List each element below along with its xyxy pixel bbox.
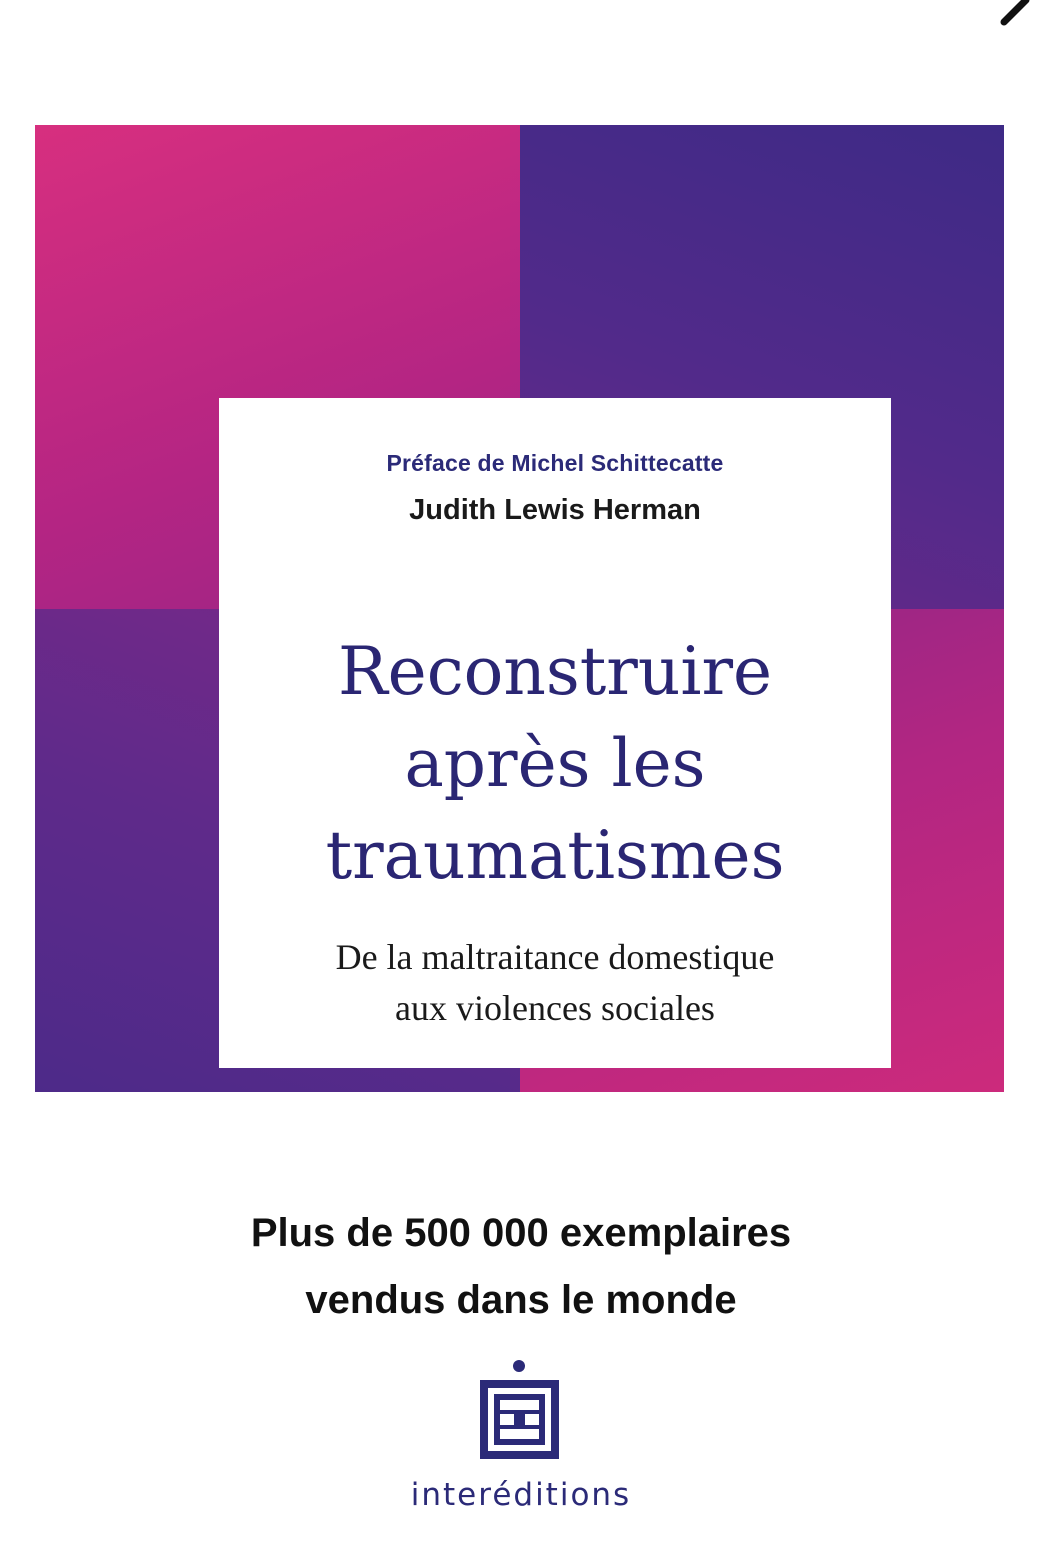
intereditions-logo-icon: [477, 1358, 562, 1463]
cover-artwork: [35, 125, 1004, 1092]
preface-credit: Préface de Michel Schittecatte: [386, 450, 724, 476]
title-line: Reconstruire: [337, 633, 773, 710]
sales-tagline: [0, 1200, 1042, 1334]
title-panel: [219, 398, 891, 1068]
title-line: après les: [404, 725, 706, 802]
arrow-icon: [992, 0, 1042, 30]
tagline-line: Plus de 500 000 exemplaires: [250, 1211, 792, 1255]
book-title: [219, 626, 891, 902]
subtitle-line: aux violences sociales: [395, 988, 715, 1028]
subtitle-line: De la maltraitance domestique: [335, 937, 775, 977]
book-subtitle: [219, 932, 891, 1034]
author-name: Judith Lewis Herman: [409, 494, 701, 526]
publisher-name: interéditions: [410, 1477, 632, 1513]
tagline-line: vendus dans le monde: [305, 1278, 737, 1322]
title-line: traumatismes: [325, 817, 785, 894]
